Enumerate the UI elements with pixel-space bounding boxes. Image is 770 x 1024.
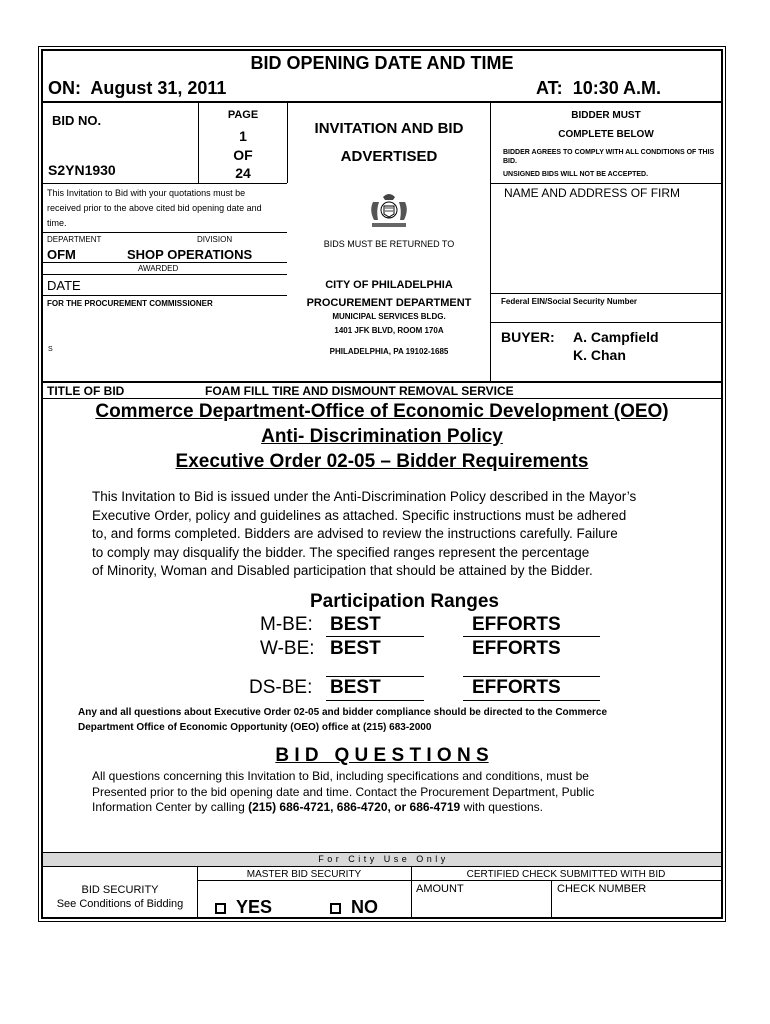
divider: [551, 880, 552, 919]
mbe-label: M-BE:: [260, 614, 313, 635]
divider: [43, 398, 721, 399]
mbe-high: EFFORTS: [472, 614, 561, 635]
header-divider: [43, 101, 721, 103]
city-zip: PHILADELPHIA, PA 19102-1685: [329, 347, 449, 356]
divider: [491, 183, 721, 184]
awarded-label: AWARDED: [138, 264, 179, 273]
bid-opening-title: BID OPENING DATE AND TIME: [250, 53, 514, 73]
divider: [491, 293, 721, 294]
bid-security-label: BID SECURITY: [81, 884, 159, 896]
unsigned-notice: UNSIGNED BIDS WILL NOT BE ACCEPTED.: [503, 171, 649, 178]
buyer-name-1: A. Campfield: [573, 329, 659, 345]
certified-check-label: CERTIFIED CHECK SUBMITTED WITH BID: [466, 869, 666, 880]
divider: [43, 274, 287, 275]
title-divider: [43, 381, 721, 383]
policy-heading: Anti- Discrimination Policy: [261, 426, 503, 447]
dsbe-high: EFFORTS: [472, 677, 561, 698]
municipal-building: MUNICIPAL SERVICES BLDG.: [332, 312, 446, 321]
division-value: SHOP OPERATIONS: [127, 247, 253, 262]
dsbe-low-line: [326, 700, 424, 701]
check-number-label: CHECK NUMBER: [557, 883, 647, 895]
bid-questions-title: B I D Q U E S T I O N S: [275, 745, 489, 766]
bids-returned-label: BIDS MUST BE RETURNED TO: [323, 239, 455, 249]
firm-name-address-label: NAME AND ADDRESS OF FIRM: [504, 186, 681, 200]
oeo-contact-text: Any and all questions about Executive Order 02-05 and bidder compliance should be directed to the Commerce Department Office of Economic Opportunity (OEO) office at (215) 683-2000: [78, 707, 608, 733]
mbe-low: BEST: [330, 614, 381, 635]
oeo-heading: Commerce Department-Office of Economic Development (OEO): [95, 401, 669, 422]
complete-below-label: COMPLETE BELOW: [558, 129, 654, 140]
advertised-heading: ADVERTISED: [340, 148, 438, 165]
divider: [43, 866, 721, 867]
title-of-bid-label: TITLE OF BID: [47, 384, 125, 398]
street-address: 1401 JFK BLVD, ROOM 170A: [334, 326, 444, 335]
divider: [43, 262, 287, 263]
division-label: DIVISION: [197, 235, 233, 244]
divider: [491, 322, 721, 323]
no-option[interactable]: NO: [330, 897, 378, 918]
dsbe-high-line: [463, 700, 600, 701]
bid-no-value: S2YN1930: [48, 162, 116, 178]
bid-notice-text: This Invitation to Bid with your quotations must be received prior to the above cited bid opening date and time.: [47, 188, 262, 228]
divider: [43, 232, 287, 233]
department-label: DEPARTMENT: [47, 235, 102, 244]
divider: [197, 880, 721, 881]
wbe-label: W-BE:: [260, 638, 315, 659]
bid-opening-date: ON: August 31, 2011: [48, 78, 227, 98]
no-checkbox[interactable]: [330, 903, 341, 914]
wbe-high: EFFORTS: [472, 638, 561, 659]
page-number: 1: [239, 128, 247, 144]
amount-label: AMOUNT: [416, 883, 464, 895]
see-conditions-label: See Conditions of Bidding: [56, 898, 184, 910]
city-name: CITY OF PHILADELPHIA: [325, 279, 453, 291]
dsbe-low: BEST: [330, 677, 381, 698]
page-of-label: OF: [233, 147, 253, 163]
city-seal-image: [366, 190, 412, 232]
executive-order-heading: Executive Order 02-05 – Bidder Requirements: [175, 451, 589, 472]
bidder-agrees-text: BIDDER AGREES TO COMPLY WITH ALL CONDITIONS OF THIS BID.: [503, 149, 715, 165]
bidder-must-label: BIDDER MUST: [571, 110, 641, 121]
divider: [287, 102, 288, 183]
page-total: 24: [235, 165, 251, 181]
divider: [490, 102, 491, 382]
divider: [43, 183, 287, 184]
bid-opening-time: AT: 10:30 A.M.: [536, 78, 662, 98]
city-use-only-label: F o r C i t y U s e O n l y: [318, 854, 446, 864]
invitation-heading: INVITATION AND BID: [314, 120, 464, 137]
master-bid-security-label: MASTER BID SECURITY: [246, 869, 362, 880]
page-label: PAGE: [227, 109, 259, 121]
s-mark: S: [48, 346, 53, 353]
buyer-name-2: K. Chan: [573, 347, 626, 363]
bid-no-label: BID NO.: [52, 113, 102, 128]
bid-questions-text: All questions concerning this Invitation to Bid, including specifications and conditions, must be Presented prior to the bid opening date and time. Contact the Procurement Department, Public Information Center by calling (215) 686-4721, 686-4720, or 686-4719 with questions.: [92, 769, 595, 814]
mbe-high-line: [463, 636, 600, 637]
federal-ein-label: Federal EIN/Social Security Number: [501, 297, 638, 306]
yes-option[interactable]: YES: [215, 897, 272, 918]
procurement-commissioner-label: FOR THE PROCUREMENT COMMISSIONER: [47, 299, 213, 308]
procurement-department: PROCUREMENT DEPARTMENT: [306, 297, 472, 309]
date-label: DATE: [47, 278, 81, 293]
title-of-bid-value: FOAM FILL TIRE AND DISMOUNT REMOVAL SERVICE: [205, 384, 514, 398]
mbe-low-line: [326, 636, 424, 637]
yes-checkbox[interactable]: [215, 903, 226, 914]
participation-ranges-title: Participation Ranges: [310, 591, 499, 612]
wbe-low: BEST: [330, 638, 381, 659]
department-value: OFM: [47, 247, 76, 262]
buyer-label: BUYER:: [501, 329, 555, 345]
dsbe-label: DS-BE:: [249, 677, 313, 698]
policy-paragraph: This Invitation to Bid is issued under the Anti-Discrimination Policy described in the Mayor’s Executive Order, policy and guidelines as attached. Specific instructions must be adhered to, and forms completed. Bidders are advised to review the instructions carefully. Failure to comply may disqualify the bidder. The specified ranges represent the percentage of Minority, Woman and Disabled participation that should be attained by the Bidder.: [92, 489, 637, 578]
divider: [43, 295, 287, 296]
